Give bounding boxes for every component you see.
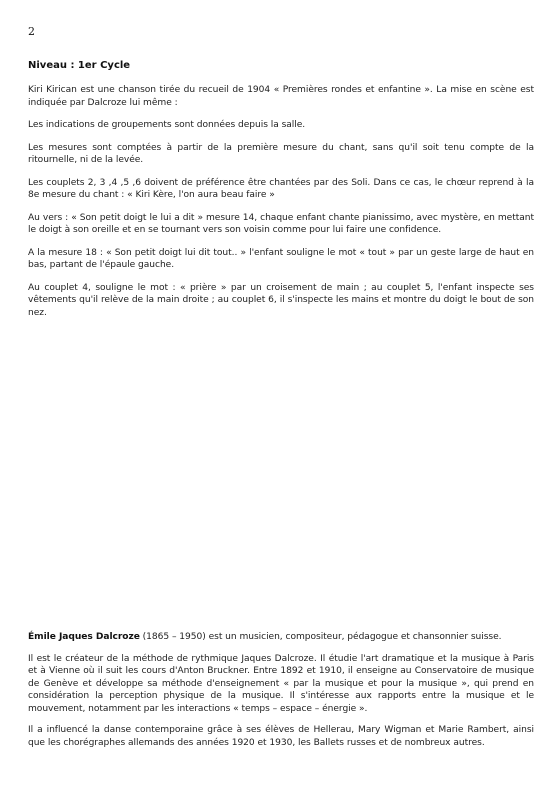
paragraph: Les mesures sont comptées à partir de la première mesure du chant, sans qu'il soit tenu compte de la ritournelle, ni de la levée. [28, 142, 534, 165]
paragraph: Il est le créateur de la méthode de rythmique Jaques Dalcroze. Il étudie l'art dramatique et la musique à Paris et à Vienne où il suit les cours d'Anton Bruckner. Entre 1892 et 1910, il enseigne au Conservatoire de musique de Genève et développe sa méthode d'enseignement « par la musique et pour la musique », qui prend en considération la perception physique de la musique. Il s'intéresse aux rapports entre la musique et le mouvement, notamment par les interactions « temps – espace – énergie ». [28, 653, 534, 714]
page-number: 2 [28, 25, 35, 38]
biography-section [28, 631, 534, 758]
biography-intro-text: (1865 – 1950) est un musicien, compositeur, pédagogue et chansonnier suisse. [139, 632, 502, 642]
paragraph: Il a influencé la danse contemporaine grâce à ses élèves de Hellerau, Mary Wigman et Marie Rambert, ainsi que les chorégraphes allemands des années 1920 et 1930, les Ballets russes et de nombreux autres. [28, 725, 534, 748]
paragraph: Au couplet 4, souligne le mot : « prière » par un croisement de main ; au couplet 5, l'enfant inspecte ses vêtements qu'il relève de la main droite ; au couplet 6, il s'inspecte les mains et montre du doigt le bout de son nez. [28, 282, 534, 318]
paragraph: Les indications de groupements sont données depuis la salle. [28, 120, 306, 130]
level-section [28, 60, 534, 329]
paragraph: Les couplets 2, 3 ,4 ,5 ,6 doivent de préférence être chantées par des Soli. Dans ce cas, le chœur reprend à la 8e mesure du chant : « Kiri Kère, l'on aura beau faire » [28, 177, 534, 200]
paragraph: Au vers : « Son petit doigt le lui a dit » mesure 14, chaque enfant chante pianissimo, avec mystère, en mettant le doigt à son oreille et en se tournant vers son voisin comme pour lui faire une confidence. [28, 212, 534, 235]
composer-name: Émile Jaques Dalcroze [28, 632, 140, 642]
paragraph: A la mesure 18 : « Son petit doigt lui dit tout.. » l'enfant souligne le mot « tout » par un geste large de haut en bas, partant de l'épaule gauche. [28, 247, 534, 270]
biography-intro [28, 631, 534, 644]
section-heading: Niveau : 1er Cycle [28, 60, 131, 71]
paragraph: Kiri Kirican est une chanson tirée du recueil de 1904 « Premières rondes et enfantine ». La mise en scène est indiquée par Dalcroze lui même : [28, 85, 534, 108]
